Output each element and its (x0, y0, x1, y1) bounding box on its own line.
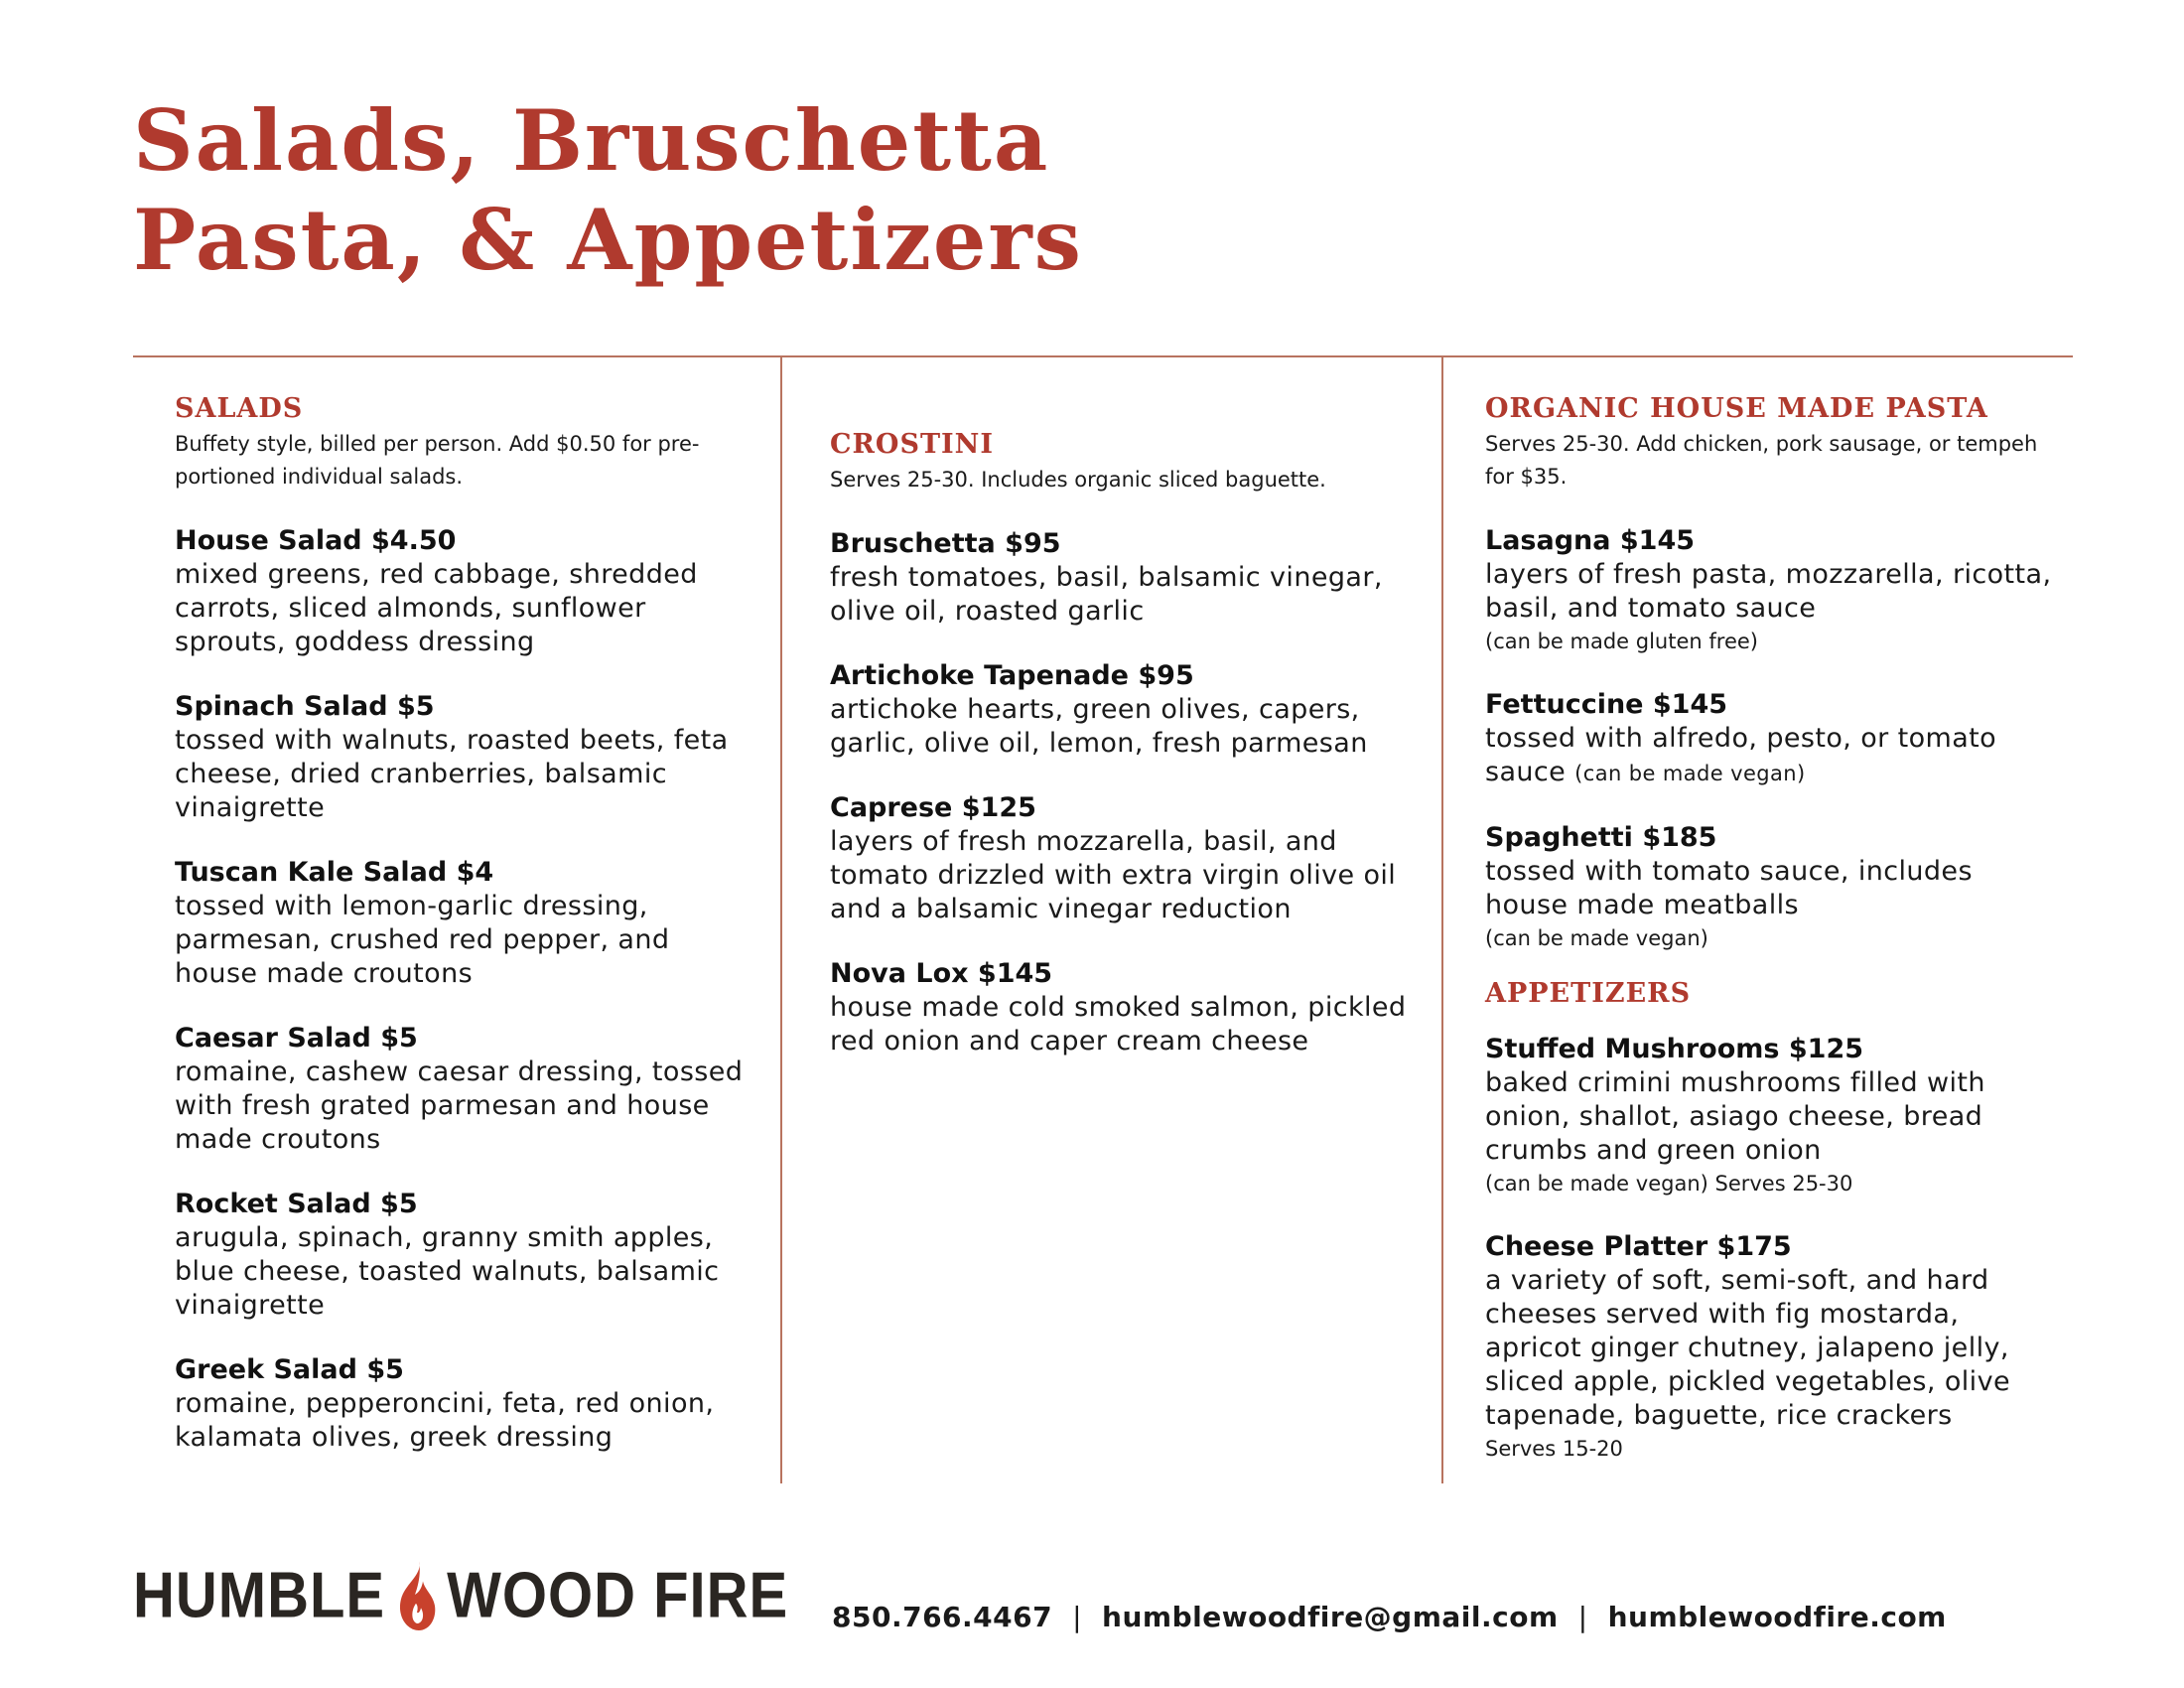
menu-item (1485, 1230, 2061, 1465)
item-description: house made cold smoked salmon, pickled red onion and caper cream cheese (830, 992, 1407, 1056)
item-description: arugula, spinach, granny smith apples, blue cheese, toasted walnuts, balsamic vinaigrette (175, 1222, 720, 1321)
flame-icon (393, 1559, 439, 1632)
item-note: (can be made gluten free) (1485, 630, 1758, 653)
item-description: romaine, cashew caesar dressing, tossed with fresh grated parmesan and house made croutons (175, 1056, 744, 1155)
item-name: Artichoke Tapenade $95 (830, 660, 1194, 691)
brand-right: WOOD FIRE (447, 1559, 789, 1631)
menu-item (830, 527, 1416, 629)
menu-item (175, 524, 760, 659)
item-description-text: tossed with alfredo, pesto, or tomato sauce (1485, 723, 1997, 787)
pasta-section (1485, 393, 2061, 1465)
menu-item (175, 690, 760, 825)
item-description (1485, 722, 2061, 790)
email-link[interactable]: humblewoodfire@gmail.com (1102, 1601, 1559, 1633)
website-link[interactable]: humblewoodfire.com (1607, 1601, 1947, 1633)
menu-item (830, 659, 1416, 761)
menu-item (1485, 821, 2061, 954)
menu-item (175, 1022, 760, 1157)
item-description: tossed with tomato sauce, includes house made meatballs (1485, 856, 1973, 920)
menu-item (175, 1188, 760, 1323)
menu-item (830, 791, 1416, 926)
item-name: House Salad $4.50 (175, 525, 457, 556)
menu-item (1485, 688, 2061, 790)
pasta-title: ORGANIC HOUSE MADE PASTA (1485, 393, 1988, 424)
item-name: Rocket Salad $5 (175, 1189, 418, 1219)
menu-item (175, 1353, 760, 1455)
item-description: artichoke hearts, green olives, capers, garlic, olive oil, lemon, fresh parmesan (830, 694, 1368, 759)
item-name: Caprese $125 (830, 792, 1036, 823)
item-description: romaine, pepperoncini, feta, red onion, kalamata olives, greek dressing (175, 1388, 715, 1453)
item-description: layers of fresh pasta, mozzarella, ricotta, basil, and tomato sauce (1485, 559, 2052, 624)
top-divider (133, 355, 2073, 357)
item-name: Spinach Salad $5 (175, 691, 435, 722)
separator: | (1577, 1601, 1588, 1633)
page-title (133, 91, 1083, 290)
item-name: Tuscan Kale Salad $4 (175, 857, 494, 888)
item-description: a variety of soft, semi-soft, and hard cheeses served with fig mostarda, apricot ginger chutney, jalapeno jelly, sliced apple, pickled vegetables, olive tapenade, baguette, rice crackers (1485, 1265, 2010, 1431)
item-description: tossed with lemon-garlic dressing, parmesan, crushed red pepper, and house made croutons (175, 891, 670, 989)
item-name: Fettuccine $145 (1485, 689, 1728, 720)
crostini-section (830, 429, 1416, 1058)
crostini-note: Serves 25-30. Includes organic sliced baguette. (830, 468, 1326, 492)
item-note: Serves 15-20 (1485, 1437, 1623, 1461)
appetizers-title: APPETIZERS (1485, 978, 1692, 1009)
item-description: baked crimini mushrooms filled with onion, shallot, asiago cheese, bread crumbs and green onion (1485, 1067, 1985, 1166)
menu-item (830, 957, 1416, 1058)
item-name: Caesar Salad $5 (175, 1023, 418, 1054)
item-description: mixed greens, red cabbage, shredded carrots, sliced almonds, sunflower sprouts, goddess dressing (175, 559, 698, 657)
pasta-note: Serves 25-30. Add chicken, pork sausage, or tempeh for $35. (1485, 432, 2038, 489)
phone-number[interactable]: 850.766.4467 (832, 1601, 1053, 1633)
item-name: Nova Lox $145 (830, 958, 1053, 989)
column-divider-1 (780, 357, 782, 1483)
item-name: Stuffed Mushrooms $125 (1485, 1034, 1864, 1064)
item-name: Spaghetti $185 (1485, 822, 1717, 853)
item-description: layers of fresh mozzarella, basil, and tomato drizzled with extra virgin olive oil and a balsamic vinegar reduction (830, 826, 1397, 924)
column-divider-2 (1441, 357, 1443, 1483)
menu-item (175, 856, 760, 991)
brand-logo (133, 1558, 788, 1632)
item-name: Bruschetta $95 (830, 528, 1061, 559)
salads-note: Buffety style, billed per person. Add $0.50 for pre-portioned individual salads. (175, 432, 700, 489)
brand-left: HUMBLE (133, 1559, 386, 1631)
item-name: Greek Salad $5 (175, 1354, 404, 1385)
salads-title: SALADS (175, 393, 304, 424)
item-name: Cheese Platter $175 (1485, 1231, 1792, 1262)
item-description: tossed with walnuts, roasted beets, feta cheese, dried cranberries, balsamic vinaigrette (175, 725, 729, 823)
page-title-line-2: Pasta, & Appetizers (133, 191, 1083, 289)
separator: | (1072, 1601, 1083, 1633)
item-note: (can be made vegan) (1485, 926, 1708, 950)
crostini-title: CROSTINI (830, 429, 994, 460)
contact-info (832, 1601, 1947, 1633)
item-inline-note: (can be made vegan) (1574, 762, 1806, 785)
item-note: (can be made vegan) Serves 25-30 (1485, 1172, 1853, 1196)
menu-item (1485, 524, 2061, 657)
item-name: Lasagna $145 (1485, 525, 1696, 556)
item-description: fresh tomatoes, basil, balsamic vinegar, olive oil, roasted garlic (830, 562, 1383, 627)
page-title-line-1: Salads, Bruschetta (133, 91, 1050, 190)
salads-section (175, 393, 760, 1455)
menu-item (1485, 1033, 2061, 1199)
